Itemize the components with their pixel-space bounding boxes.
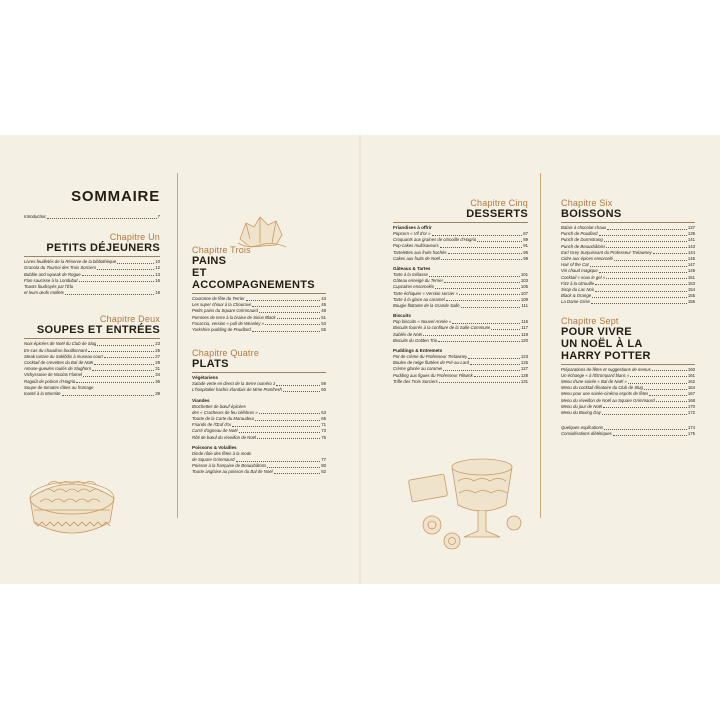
entry-title: Cocktail de crevettes du Bal de Noël bbox=[24, 360, 94, 366]
page-number: 141 bbox=[687, 237, 695, 243]
entry-title: de Square Grimmaurd bbox=[192, 457, 235, 463]
dot-leader bbox=[236, 461, 321, 462]
toc-entry bbox=[561, 431, 695, 437]
dot-leader bbox=[468, 358, 520, 359]
dot-leader bbox=[606, 278, 687, 279]
dot-leader bbox=[604, 241, 687, 242]
dot-leader bbox=[591, 303, 687, 304]
entry-title: Poisson à la française de Beauxbâtons bbox=[192, 463, 267, 469]
dot-leader bbox=[97, 269, 154, 270]
entry-title: Sablés de Noël bbox=[393, 331, 423, 337]
group-list bbox=[192, 375, 326, 475]
chapter-title: SOUPES ET ENTRÉES bbox=[36, 324, 160, 337]
page-number: 103 bbox=[520, 278, 528, 284]
entry-list bbox=[24, 259, 160, 296]
entry-title: Couronne de fête du Terrier bbox=[192, 296, 245, 301]
entry-title: Vin chaud magique bbox=[561, 268, 598, 274]
dot-leader bbox=[439, 382, 520, 383]
entry-title: Popcorn « Vif d'or » bbox=[393, 231, 431, 236]
entry-title: Menu du cocktail dînatoire du Club de Slug bbox=[561, 385, 643, 391]
entry-title: Menu du Boxing Day bbox=[561, 410, 601, 416]
page-number: 144 bbox=[687, 249, 695, 255]
dot-leader bbox=[83, 376, 154, 377]
page-number: 10 bbox=[155, 259, 160, 265]
entry-title: Soupe de tomates rôties au fromage bbox=[24, 384, 94, 390]
entry-title: Granola du Tournoi des Trois Sorciers bbox=[24, 265, 97, 271]
page-number: 101 bbox=[520, 272, 528, 278]
entry-list bbox=[192, 296, 326, 333]
page-number: 60 bbox=[321, 387, 326, 393]
entry-title: Cidre aux épices ensorcelé bbox=[561, 256, 613, 262]
entry-title: Tourte anglaise au poisson du Bal de Noël bbox=[192, 469, 273, 475]
book-spread bbox=[0, 135, 720, 584]
entry-title: Cupcakes ensorcelés bbox=[393, 284, 435, 290]
chapter-7 bbox=[561, 316, 695, 438]
entry-title: Considérations diététiques bbox=[561, 431, 612, 437]
dot-leader bbox=[474, 376, 520, 377]
chapter-title: BOISSONS bbox=[561, 208, 622, 220]
dot-leader bbox=[277, 318, 321, 319]
entry-title: et leurs œufs mollets bbox=[24, 290, 64, 296]
section-heading: Friandises à offrir bbox=[393, 225, 432, 230]
pie-illustration bbox=[22, 460, 122, 550]
dot-leader bbox=[117, 263, 154, 264]
entry-title: Petits pains du Square Grimmaurd bbox=[192, 308, 258, 314]
dot-leader bbox=[444, 282, 520, 283]
dot-leader bbox=[283, 391, 320, 392]
entry-title: Amuse-gueules roulés de Slughorn bbox=[24, 366, 92, 372]
page-number: 172 bbox=[687, 410, 695, 416]
toc-entry bbox=[393, 256, 528, 262]
entry-title: Cocktail « sous le gel » bbox=[561, 274, 606, 280]
chapter-title: DESSERTS bbox=[466, 208, 528, 220]
page-number: 174 bbox=[687, 425, 695, 431]
dot-leader bbox=[644, 389, 687, 390]
dot-leader bbox=[239, 432, 321, 433]
page-number: 31 bbox=[155, 366, 160, 372]
dot-leader bbox=[104, 357, 154, 358]
page-number: 137 bbox=[687, 225, 695, 230]
page-number: 131 bbox=[520, 378, 528, 384]
dot-leader bbox=[82, 275, 155, 276]
page-number: 107 bbox=[520, 290, 528, 296]
chapter-title: HARRY POTTER bbox=[561, 349, 651, 362]
page-number: 73 bbox=[321, 428, 326, 434]
toc-entry bbox=[192, 387, 326, 393]
page-number: 43 bbox=[321, 296, 326, 301]
page-number: 160 bbox=[687, 366, 695, 372]
toc-column-2 bbox=[192, 245, 326, 476]
page-number: 87 bbox=[523, 231, 528, 236]
dot-leader bbox=[606, 247, 686, 248]
entry-title: Brochettes de bœuf épicées bbox=[192, 403, 246, 409]
dot-leader bbox=[259, 312, 320, 313]
page-number: 162 bbox=[687, 379, 695, 385]
chapter-title: PAINS bbox=[192, 255, 227, 267]
entry-title: Black & Orange bbox=[561, 293, 592, 299]
entry-title: Pudding aux figues du Professeur Flitwick bbox=[393, 372, 473, 378]
chapter-label: Chapitre Deux bbox=[99, 314, 160, 325]
chapter-6 bbox=[561, 198, 695, 306]
entry-title: Punch de Beauxbâtons bbox=[561, 243, 606, 249]
entry-title: toasté à la Marmite bbox=[24, 391, 61, 397]
entry-title: Biscuits fourrés à la confiture de la Salle Commune bbox=[393, 325, 491, 331]
dot-leader bbox=[443, 370, 520, 371]
toc-entry bbox=[192, 469, 326, 475]
dot-leader bbox=[429, 276, 520, 277]
page-number: 115 bbox=[521, 319, 528, 325]
entry-list bbox=[24, 341, 160, 397]
page-number: 48 bbox=[321, 308, 326, 314]
dot-leader bbox=[592, 297, 687, 298]
entry-title: Tarte à la glace au caramel bbox=[393, 296, 445, 302]
page-number: 120 bbox=[520, 337, 528, 343]
entry-title: Cakes aux fruits de Noël bbox=[393, 255, 440, 261]
chapter-title: POUR VIVRE bbox=[561, 325, 632, 338]
entry-title: Vichyssoise de Nicolas Flamel bbox=[24, 372, 82, 378]
dot-leader bbox=[628, 383, 687, 384]
section-heading: Biscuits bbox=[393, 313, 411, 319]
entry-title: Noix épicées de Noël du Club de Slug bbox=[24, 341, 97, 347]
page-number: 18 bbox=[155, 290, 160, 296]
page-number: 27 bbox=[155, 353, 160, 359]
entry-title: Flan saucisse à la Londubat bbox=[24, 277, 78, 283]
page-number: 53 bbox=[321, 320, 326, 326]
dot-leader bbox=[613, 435, 687, 436]
page-number: 59 bbox=[321, 381, 326, 387]
dot-leader bbox=[477, 241, 522, 242]
dot-leader bbox=[441, 259, 522, 260]
page-number: 151 bbox=[687, 274, 695, 280]
entry-title: Pommes de terre à la braise de Sirius Black bbox=[192, 314, 276, 320]
page-number: 111 bbox=[521, 303, 528, 309]
dot-leader bbox=[255, 420, 320, 421]
entry-title: Bubble and squeak de Rogue bbox=[24, 271, 81, 277]
dot-leader bbox=[459, 294, 520, 295]
page-number: 45 bbox=[321, 302, 326, 308]
entry-title: Ragoût de potiron d'Hagrid bbox=[24, 378, 76, 384]
entry-title: Pop biscuits « Nouvel Année » bbox=[393, 319, 452, 325]
toc-entry bbox=[393, 338, 528, 344]
toc-entry bbox=[393, 303, 528, 309]
dot-leader bbox=[595, 284, 687, 285]
chapter-1 bbox=[24, 232, 160, 296]
entry-title: Balais à chocolat chaud bbox=[561, 225, 607, 230]
dot-leader bbox=[88, 351, 154, 352]
dot-leader bbox=[94, 364, 154, 365]
dot-leader bbox=[252, 306, 320, 307]
dot-leader bbox=[446, 300, 520, 301]
dot-leader bbox=[440, 247, 523, 248]
toc-entry: Introduction 7 bbox=[24, 214, 160, 219]
entry-list bbox=[561, 225, 695, 306]
chapter-title: PLATS bbox=[192, 358, 229, 371]
dot-leader bbox=[65, 294, 154, 295]
page-number: 139 bbox=[687, 231, 695, 237]
toc-entry bbox=[24, 290, 160, 296]
column-divider bbox=[177, 173, 178, 518]
toc-column-1 bbox=[24, 189, 160, 397]
dot-leader bbox=[432, 235, 523, 236]
chapter-label: Chapitre Sept bbox=[561, 315, 619, 326]
page-number: 51 bbox=[321, 314, 326, 320]
dot-leader bbox=[590, 266, 687, 267]
entry-title: Livres feuilletés de la Réserve de la bibliothèque bbox=[24, 259, 117, 265]
page-number: 38 bbox=[155, 391, 160, 397]
page-number: 36 bbox=[155, 378, 160, 384]
chapter-title: UN NOËL À LA bbox=[561, 337, 643, 350]
toc-entry bbox=[24, 391, 160, 397]
page-number: 149 bbox=[687, 268, 695, 274]
entry-title: Boules de neige fluttées de Pré-au-Lard bbox=[393, 360, 469, 366]
page-number: 123 bbox=[520, 354, 528, 360]
dot-leader bbox=[92, 370, 154, 371]
page-number: 168 bbox=[687, 397, 695, 403]
dot-leader bbox=[97, 345, 154, 346]
dot-leader bbox=[276, 385, 320, 386]
entry-title: Fizz à la citrouille bbox=[561, 280, 594, 286]
entry-title: Quelques explications bbox=[561, 425, 604, 431]
section-heading: Poissons & Volailles bbox=[192, 444, 237, 450]
chapter-label: Chapitre Quatre bbox=[192, 348, 260, 359]
bread-illustration bbox=[236, 213, 288, 251]
page-number: 75 bbox=[321, 434, 326, 440]
dot-leader bbox=[438, 341, 520, 342]
entry-title: Tartelettes aux fruits hachés bbox=[393, 249, 447, 255]
dot-leader bbox=[491, 329, 520, 330]
page-number: 12 bbox=[155, 265, 160, 271]
page-number: 77 bbox=[321, 457, 326, 463]
chapter-4 bbox=[192, 348, 326, 475]
chapter-3 bbox=[192, 245, 326, 333]
page-number: 82 bbox=[321, 469, 326, 475]
dot-leader bbox=[604, 429, 687, 430]
dot-leader bbox=[265, 324, 320, 325]
page-number: 156 bbox=[687, 299, 695, 305]
dot-leader bbox=[448, 253, 523, 254]
entry-title: Dinde rôtie des fêtes à la mode bbox=[192, 450, 252, 456]
dot-leader bbox=[461, 307, 521, 308]
dot-leader bbox=[252, 331, 320, 332]
entry-title: Rôti de bœuf du réveillon de Noël bbox=[192, 434, 257, 440]
page-number: 161 bbox=[687, 372, 695, 378]
entry-title: Tarte échiquier « Version sorcier » bbox=[393, 290, 459, 296]
page-number: 55 bbox=[321, 327, 326, 333]
page-title: SOMMAIRE bbox=[71, 188, 160, 205]
page-number: 89 bbox=[523, 237, 528, 243]
entry-title: Gâteau enneigé du Terrier bbox=[393, 278, 444, 284]
entry-title: Earl Grey Surpuissant du Professeur Trelawney bbox=[561, 249, 652, 255]
dot-leader bbox=[452, 323, 520, 324]
page-number: 29 bbox=[155, 360, 160, 366]
section-heading: Végétariens bbox=[192, 375, 219, 381]
entry-title: Menu pour une soirée-cinéma esprits de fêtes bbox=[561, 391, 649, 397]
chapter-title: ET ACCOMPAGNEMENTS bbox=[192, 267, 315, 291]
column-divider bbox=[540, 173, 541, 518]
section-heading: Puddings & Entremets bbox=[393, 348, 443, 354]
toc-column-3 bbox=[393, 198, 528, 385]
dot-leader bbox=[259, 413, 321, 414]
entry-title: Hair of the Cat bbox=[561, 262, 589, 268]
entry-title: Menu du réveillon de Noël au Square Grimmaurd bbox=[561, 397, 655, 403]
page-number: 143 bbox=[687, 243, 695, 249]
entry-title: Croquants aux graines de citrouille d'Hagrid bbox=[393, 237, 477, 243]
page-number: 34 bbox=[155, 372, 160, 378]
entry-title: Friands de l'Œuf d'or bbox=[192, 422, 232, 428]
entry-title: Steak tartare du Saklõdis à museau court bbox=[24, 353, 103, 359]
page-number: 105 bbox=[520, 284, 528, 290]
entry-list bbox=[561, 367, 695, 417]
page-number: 16 bbox=[155, 277, 160, 283]
entry-title: Menu d'une soirée « Bal de Noël » bbox=[561, 379, 627, 385]
toc-entry bbox=[192, 327, 326, 333]
dot-leader bbox=[423, 335, 520, 336]
dot-leader bbox=[599, 272, 687, 273]
dot-leader bbox=[649, 395, 686, 396]
entry-title: Yorkshire pudding de Poudlard bbox=[192, 327, 251, 333]
entry-title: Préparations de fêtes et suggestions de menus bbox=[561, 366, 651, 372]
entry-title: L'hospitalier hachis irlandais de Mme Pomfresh bbox=[192, 387, 282, 393]
book-gutter bbox=[359, 135, 361, 584]
chapter-label: Chapitre Un bbox=[109, 232, 160, 243]
entry-title: Salade verte en direct de la Serre numéro 3 bbox=[192, 381, 276, 387]
desserts-illustration bbox=[402, 447, 532, 557]
dot-leader bbox=[652, 370, 687, 371]
dot-leader bbox=[470, 364, 520, 365]
entry-title: La Dame Grise bbox=[561, 299, 590, 305]
dot-leader bbox=[653, 253, 687, 254]
dot-leader bbox=[76, 382, 154, 383]
page-number: 147 bbox=[687, 262, 695, 268]
page-number: 117 bbox=[521, 325, 528, 331]
page-number: 25 bbox=[155, 347, 160, 353]
group-list bbox=[393, 225, 528, 385]
dot-leader bbox=[630, 376, 686, 377]
chapter-label: Chapitre Trois bbox=[192, 245, 251, 255]
entry-title: En-cas du chaudron bouillonnant bbox=[24, 347, 87, 353]
page-number: 154 bbox=[687, 287, 695, 293]
entry-title: Pop-cakes multisaveurs bbox=[393, 243, 439, 249]
entry-title: Bougie flottante de la Grande Salle bbox=[393, 303, 460, 309]
dot-leader bbox=[656, 401, 687, 402]
page-number: 99 bbox=[523, 255, 528, 261]
dot-leader bbox=[62, 395, 155, 396]
entry-title: Trifle des Trois Sorciers bbox=[393, 378, 438, 384]
page-number: 65 bbox=[321, 416, 326, 422]
dot-leader bbox=[274, 473, 321, 474]
toc-entry bbox=[561, 410, 695, 416]
page-number: 63 bbox=[321, 409, 326, 415]
chapter-2 bbox=[24, 314, 160, 397]
dot-leader bbox=[599, 235, 687, 236]
chapter-label: Chapitre Six bbox=[561, 198, 613, 208]
entry-title: Punch de Durmstrang bbox=[561, 237, 603, 243]
section-heading: Gâteaux & Tartes bbox=[393, 266, 431, 272]
page-number: 80 bbox=[321, 463, 326, 469]
entry-title: Crème glacée au caramel bbox=[393, 366, 443, 372]
dot-leader bbox=[602, 414, 687, 415]
page-number: 71 bbox=[321, 422, 326, 428]
page-number: 145 bbox=[687, 256, 695, 262]
toc-entry bbox=[561, 299, 695, 305]
dot-leader bbox=[267, 467, 320, 468]
dot-leader bbox=[246, 300, 321, 301]
page-number: 95 bbox=[523, 249, 528, 255]
toc-entry bbox=[192, 435, 326, 441]
entry-title: Pot de crème du Professeur Trelawney bbox=[393, 354, 468, 360]
dot-leader bbox=[595, 291, 687, 292]
section-heading: Viandes bbox=[192, 397, 210, 403]
entry-title: Tarte à la mélasse bbox=[393, 272, 428, 278]
page-number: 164 bbox=[687, 385, 695, 391]
entry-list bbox=[561, 425, 695, 437]
page-number: 91 bbox=[523, 243, 528, 249]
page-number: 128 bbox=[520, 372, 528, 378]
entry-title: des « Cracheurs de feu célèbres » bbox=[192, 409, 258, 415]
entry-title: Menu du jour de Noël bbox=[561, 403, 603, 409]
page-number: 170 bbox=[687, 403, 695, 409]
entry-title: Sirop du Lac Noir bbox=[561, 287, 595, 293]
page-number: 167 bbox=[687, 391, 695, 397]
chapter-label: Chapitre Cinq bbox=[470, 198, 528, 208]
dot-leader bbox=[435, 288, 520, 289]
dot-leader bbox=[607, 229, 686, 230]
chapter-title: PETITS DÉJEUNERS bbox=[46, 242, 160, 255]
entry-title: Carré d'agneau de Noël bbox=[192, 428, 238, 434]
dot-leader bbox=[257, 438, 320, 439]
entry-title: Punch de Poudlard bbox=[561, 231, 598, 237]
toc-entry bbox=[393, 379, 528, 385]
page-number: 118 bbox=[521, 331, 528, 337]
page-number: 23 bbox=[155, 341, 160, 347]
page-number: 153 bbox=[687, 280, 695, 286]
page-number: 155 bbox=[687, 293, 695, 299]
dot-leader bbox=[232, 426, 320, 427]
page-number: 125 bbox=[520, 360, 528, 366]
dot-leader bbox=[79, 281, 155, 282]
dot-leader bbox=[603, 407, 687, 408]
entry-title: Toasts foudroyés par l'Élu bbox=[24, 284, 74, 290]
page-number: 13 bbox=[155, 271, 160, 277]
entry-title: Un échange « à l'Étrompard blanc » bbox=[561, 372, 630, 378]
page-number: 127 bbox=[520, 366, 528, 372]
entry-title: Focaccia, version « pull de Weasley » bbox=[192, 320, 265, 326]
page-number: 175 bbox=[687, 431, 695, 437]
entry-title: Tourte de la Carte du Maraudeur bbox=[192, 416, 255, 422]
entry-title: Biscuits du Golden Trio bbox=[393, 337, 438, 343]
entry-title: Les super choux à la Chourave bbox=[192, 302, 252, 308]
toc-column-4 bbox=[561, 198, 695, 438]
dot-leader bbox=[614, 260, 687, 261]
page-number: 109 bbox=[520, 296, 528, 302]
